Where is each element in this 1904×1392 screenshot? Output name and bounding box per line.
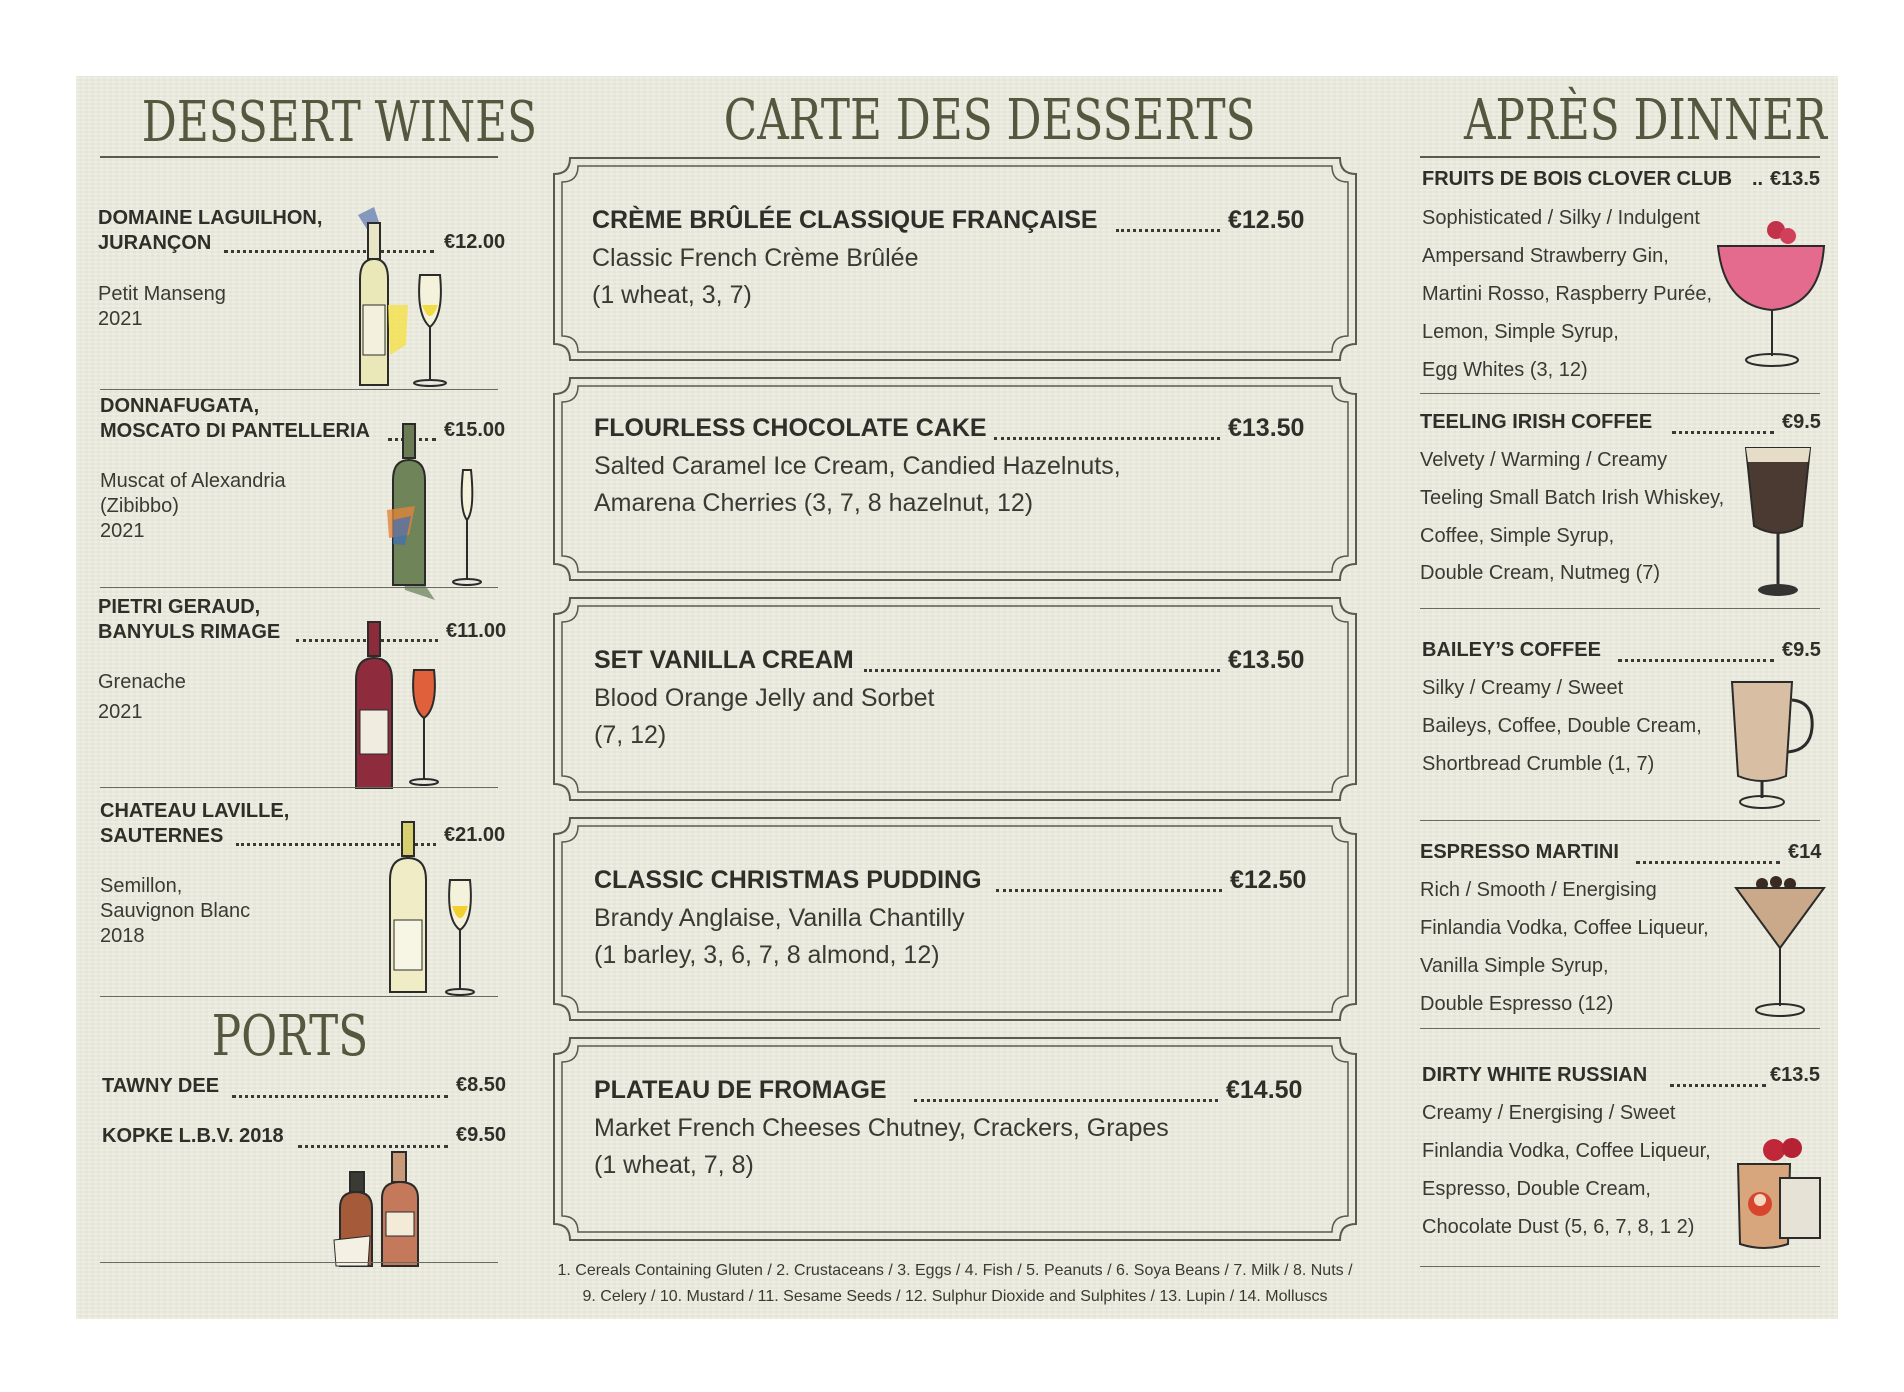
wine-price: €12.00 — [444, 231, 506, 253]
cocktail-ingredients: Finlandia Vodka, Coffee Liqueur, — [1422, 1140, 1711, 1162]
dessert-name: PLATEAU DE FROMAGE — [594, 1076, 887, 1104]
dessert-description: Brandy Anglaise, Vanilla Chantilly — [594, 904, 965, 932]
allergen-legend-line1: 1. Cereals Containing Gluten / 2. Crustaceans / 3. Eggs / 4. Fish / 5. Peanuts / 6. Soya Beans / 7. Milk / 8. Nuts / — [557, 1262, 1353, 1279]
price-leader — [1670, 1081, 1766, 1087]
wine-price: €21.00 — [444, 824, 506, 846]
wine-name: PIETRI GERAUD, — [98, 596, 261, 618]
dessert-price: €13.50 — [1228, 646, 1305, 674]
cocktail-ingredients: Baileys, Coffee, Double Cream, — [1422, 715, 1702, 737]
dessert-wines-heading: DESSERT WINES — [141, 90, 537, 155]
dessert-box — [548, 376, 1362, 582]
cocktail-ingredients: Finlandia Vodka, Coffee Liqueur, — [1420, 917, 1709, 939]
cocktail-price: €13.5 — [1770, 168, 1821, 190]
cocktail-divider — [1420, 393, 1820, 394]
dessert-name: SET VANILLA CREAM — [594, 646, 854, 674]
cocktail-ingredients: Martini Rosso, Raspberry Purée, — [1422, 283, 1713, 305]
wine-divider — [100, 996, 498, 997]
price-leader-dots: .. — [1752, 168, 1764, 190]
cocktail-ingredients: Teeling Small Batch Irish Whiskey, — [1420, 487, 1725, 509]
apres-heading: APRÈS DINNER — [1464, 88, 1828, 153]
cocktail-profile: Velvety / Warming / Creamy — [1420, 449, 1668, 471]
wine-year: 2018 — [100, 925, 145, 947]
coffee-mug-icon — [1726, 676, 1826, 812]
cocktail-ingredients: Coffee, Simple Syrup, — [1420, 525, 1615, 547]
white-wine-bottle-icon — [340, 205, 460, 390]
port-price: €9.50 — [456, 1124, 507, 1146]
ports-divider — [100, 1262, 498, 1263]
wine-divider — [100, 787, 498, 788]
cocktail-ingredients: Double Cream, Nutmeg (7) — [1420, 562, 1661, 584]
cocktail-ingredients: Shortbread Crumble (1, 7) — [1422, 753, 1655, 775]
cocktail-ingredients: Lemon, Simple Syrup, — [1422, 321, 1619, 343]
cocktail-ingredients: Ampersand Strawberry Gin, — [1422, 245, 1669, 267]
carte-heading: CARTE DES DESSERTS — [723, 88, 1256, 153]
wine-grape-line2: Sauvignon Blanc — [100, 900, 251, 922]
price-leader — [1636, 858, 1780, 864]
wine-divider — [100, 389, 498, 390]
wine-name-line2: MOSCATO DI PANTELLERIA — [100, 420, 370, 442]
cocktail-name: BAILEY’S COFFEE — [1422, 639, 1601, 661]
port-price: €8.50 — [456, 1074, 507, 1096]
price-leader — [864, 666, 1220, 672]
cocktail-profile: Creamy / Energising / Sweet — [1422, 1102, 1676, 1124]
cocktail-price: €9.5 — [1782, 639, 1821, 661]
cocktail-profile: Sophisticated / Silky / Indulgent — [1422, 207, 1700, 229]
cocktail-divider — [1420, 1028, 1820, 1029]
dessert-allergens: (7, 12) — [594, 721, 667, 749]
dessert-description: Salted Caramel Ice Cream, Candied Hazelnuts, — [594, 452, 1121, 480]
wine-year: 2021 — [100, 520, 145, 542]
dessert-price: €12.50 — [1228, 206, 1305, 234]
wine-year: 2021 — [98, 701, 143, 723]
cocktail-profile: Silky / Creamy / Sweet — [1422, 677, 1624, 699]
cocktail-name: DIRTY WHITE RUSSIAN — [1422, 1064, 1648, 1086]
cocktail-ingredients: Double Espresso (12) — [1420, 993, 1614, 1015]
dessert-price: €13.50 — [1228, 414, 1305, 442]
price-leader — [996, 886, 1222, 892]
cocktail-ingredients: Espresso, Double Cream, — [1422, 1178, 1651, 1200]
dessert-description: Market French Cheeses Chutney, Crackers, Grapes — [594, 1114, 1169, 1142]
cocktail-name: FRUITS DE BOIS CLOVER CLUB — [1422, 168, 1733, 190]
cocktail-divider — [1420, 608, 1820, 609]
wine-name: DONNAFUGATA, — [100, 395, 260, 417]
wine-grape-line2: (Zibibbo) — [100, 495, 179, 517]
coupe-cocktail-icon — [1712, 216, 1832, 376]
wine-year: 2021 — [98, 308, 143, 330]
allergen-legend-line2: 9. Celery / 10. Mustard / 11. Sesame Seeds / 12. Sulphur Dioxide and Sulphites / 13. Lupin / 14. Molluscs — [582, 1288, 1328, 1305]
dessert-description-line2: Amarena Cherries (3, 7, 8 hazelnut, 12) — [594, 489, 1034, 517]
dessert-allergens: (1 wheat, 3, 7) — [592, 281, 752, 309]
port-name: KOPKE L.B.V. 2018 — [102, 1125, 284, 1147]
dessert-price: €14.50 — [1226, 1076, 1303, 1104]
cocktail-price: €14 — [1788, 841, 1822, 863]
port-name: TAWNY DEE — [102, 1075, 220, 1097]
cocktail-ingredients: Chocolate Dust (5, 6, 7, 8, 1 2) — [1422, 1216, 1695, 1238]
price-leader — [994, 434, 1220, 440]
dessert-name: CRÈME BRÛLÉE CLASSIQUE FRANÇAISE — [592, 206, 1098, 234]
cocktail-name: ESPRESSO MARTINI — [1420, 841, 1619, 863]
price-leader — [1116, 226, 1220, 232]
wine-price: €11.00 — [446, 620, 507, 642]
apres-rule — [1420, 156, 1820, 158]
dessert-name: CLASSIC CHRISTMAS PUDDING — [594, 866, 982, 894]
dessert-wines-rule — [100, 156, 498, 158]
dessert-box — [548, 156, 1362, 362]
rocks-glass-icon — [1718, 1104, 1828, 1264]
wine-name-line2: JURANÇON — [98, 232, 212, 254]
wine-name: CHATEAU LAVILLE, — [100, 800, 290, 822]
price-leader — [232, 1092, 448, 1098]
cocktail-ingredients: Vanilla Simple Syrup, — [1420, 955, 1609, 977]
wine-grape: Grenache — [98, 671, 186, 693]
price-leader — [1618, 656, 1774, 662]
dessert-box — [548, 596, 1362, 802]
wine-grape: Petit Manseng — [98, 283, 226, 305]
cocktail-divider — [1420, 1266, 1820, 1267]
wine-name-line2: SAUTERNES — [100, 825, 224, 847]
wine-name-line2: BANYULS RIMAGE — [98, 621, 281, 643]
dessert-description: Classic French Crème Brûlée — [592, 244, 919, 272]
dessert-name: FLOURLESS CHOCOLATE CAKE — [594, 414, 987, 442]
cocktail-divider — [1420, 820, 1820, 821]
ports-heading: PORTS — [211, 1004, 369, 1069]
port-bottles-icon — [330, 1148, 450, 1272]
wine-price: €15.00 — [444, 419, 506, 441]
cocktail-price: €9.5 — [1782, 411, 1821, 433]
wine-grape: Semillon, — [100, 875, 183, 897]
cocktail-price: €13.5 — [1770, 1064, 1821, 1086]
price-leader — [914, 1096, 1218, 1102]
price-leader — [1672, 428, 1774, 434]
cocktail-name: TEELING IRISH COFFEE — [1420, 411, 1653, 433]
green-wine-bottle-icon — [375, 420, 495, 600]
dessert-description: Blood Orange Jelly and Sorbet — [594, 684, 935, 712]
cocktail-profile: Rich / Smooth / Energising — [1420, 879, 1657, 901]
dessert-box — [548, 1036, 1362, 1242]
wine-divider — [100, 587, 498, 588]
dessert-box — [548, 816, 1362, 1022]
sauternes-bottle-icon — [378, 820, 498, 1000]
dessert-price: €12.50 — [1230, 866, 1307, 894]
wine-name: DOMAINE LAGUILHON, — [98, 207, 323, 229]
red-wine-bottle-icon — [340, 620, 460, 790]
irish-coffee-glass-icon — [1740, 444, 1820, 600]
dessert-allergens: (1 wheat, 7, 8) — [594, 1151, 754, 1179]
martini-glass-icon — [1732, 872, 1828, 1024]
dessert-allergens: (1 barley, 3, 6, 7, 8 almond, 12) — [594, 941, 940, 969]
cocktail-ingredients: Egg Whites (3, 12) — [1422, 359, 1588, 381]
wine-grape: Muscat of Alexandria — [100, 470, 286, 492]
